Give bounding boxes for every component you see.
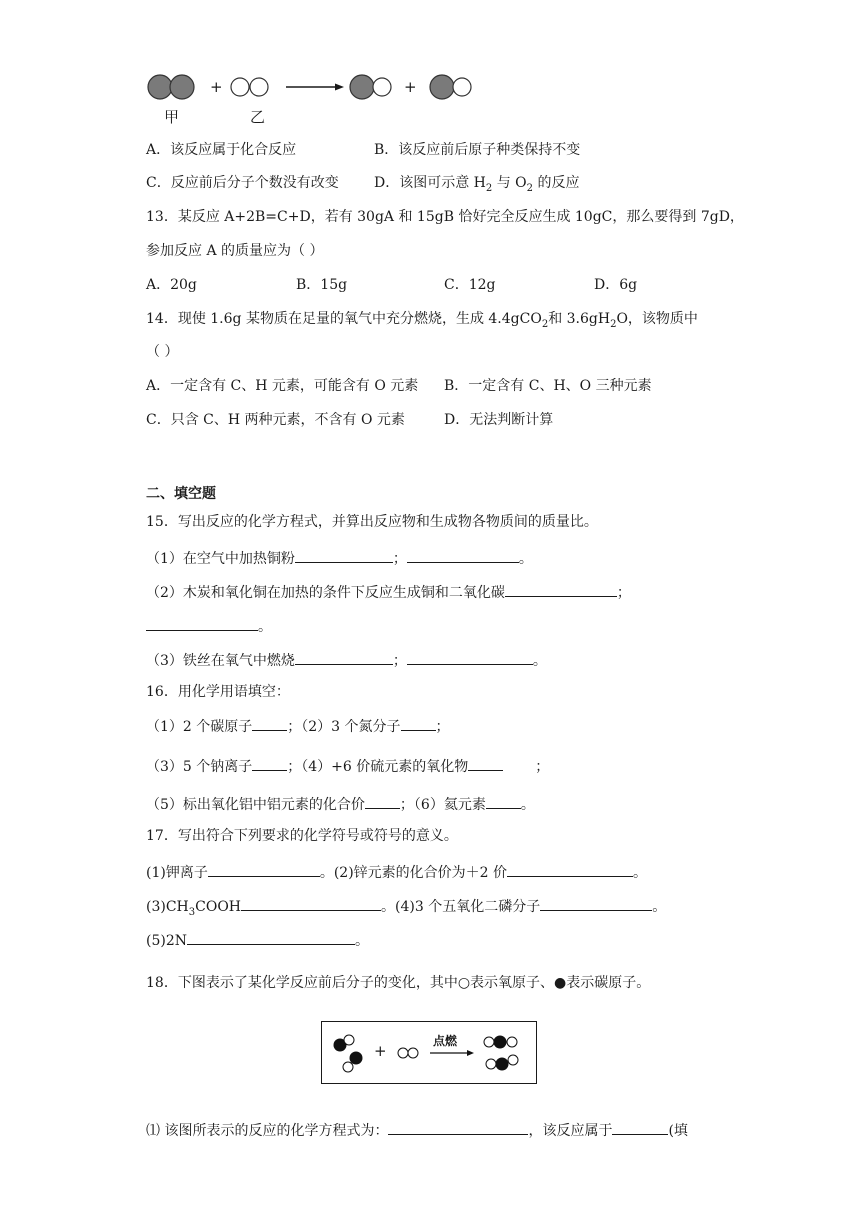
- q18-sub1-text-1: ⑴ 该图所表示的反应的化学方程式为：: [146, 1123, 389, 1139]
- q17-p3-text-1: (3)CH: [146, 899, 189, 915]
- q18-sub-question-1: [146, 1120, 688, 1141]
- q13-option-d: D．6g: [594, 277, 638, 293]
- q13-option-c: C．12g: [444, 277, 496, 293]
- q15-period: 。: [258, 619, 272, 635]
- q15-part-3: [146, 650, 547, 671]
- q13-stem-line-1: 13．某反应 A+2B=C+D，若有 30gA 和 15gB 恰好完全反应生成 10gC，那么要得到 7gD，: [146, 209, 744, 225]
- q17-p3-sub: 3: [188, 906, 196, 918]
- carbon-atom: [496, 1058, 509, 1071]
- answer-blank[interactable]: [241, 896, 381, 911]
- answer-blank[interactable]: [407, 548, 519, 563]
- q16-p5-text: （5）标出氧化铝中铝元素的化合价: [146, 797, 365, 813]
- molecule-diagram-svg: [140, 68, 480, 128]
- q16-p2-text: ；（2）3 个氮分子: [287, 719, 401, 735]
- answer-blank[interactable]: [486, 794, 521, 809]
- q15-stem: 15．写出反应的化学方程式，并算出反应物和生成物各物质间的质量比。: [146, 514, 598, 530]
- yi-atom-1: [231, 78, 249, 96]
- oxygen-atom: [398, 1048, 408, 1058]
- oxygen-atom: [343, 1062, 353, 1072]
- q16-period: 。: [520, 797, 535, 813]
- answer-blank[interactable]: [252, 716, 287, 731]
- plus-sign-1: +: [210, 78, 223, 96]
- q14-sub-1: 2: [541, 318, 549, 330]
- q17-row-2: [146, 896, 666, 923]
- oxygen-atom: [507, 1037, 517, 1047]
- q16-semi: ；: [535, 759, 550, 775]
- q12-option-c: C．反应前后分子个数没有改变: [146, 175, 339, 191]
- q15-part-2-continued: [146, 616, 272, 637]
- yi-atom-2: [250, 78, 268, 96]
- q16-row-1: [146, 716, 450, 737]
- q16-row-2: [146, 756, 549, 777]
- q15-p3-text: （3）铁丝在氧气中燃烧: [146, 653, 295, 669]
- answer-blank[interactable]: [146, 616, 258, 631]
- q14-option-b: B．一定含有 C、H、O 三种元素: [444, 378, 652, 394]
- q12-option-b: B．该反应前后原子种类保持不变: [374, 142, 581, 158]
- q18-molecule-svg: [322, 1022, 535, 1082]
- q15-period: 。: [532, 653, 547, 669]
- q13-stem-line-2: 参加反应 A 的质量应为（ ）: [146, 243, 324, 259]
- q15-part-1: [146, 548, 533, 569]
- q15-p1-text: （1）在空气中加热铜粉: [146, 551, 295, 567]
- answer-blank[interactable]: [468, 756, 503, 771]
- q16-p1-text: （1）2 个碳原子: [146, 719, 253, 735]
- plus-sign-2: +: [404, 78, 417, 96]
- answer-blank[interactable]: [208, 862, 320, 877]
- q16-stem: 16．用化学用语填空：: [146, 684, 290, 700]
- q17-p2-text: 。(2)锌元素的化合价为＋2 价: [319, 865, 508, 881]
- answer-blank[interactable]: [388, 1120, 528, 1135]
- q18-sub1-text-2: ，该反应属于: [528, 1123, 613, 1139]
- carbon-atom: [494, 1036, 507, 1049]
- product1-grey-atom: [350, 75, 374, 99]
- q15-p2-text: （2）木炭和氧化铜在加热的条件下反应生成铜和二氧化碳: [146, 585, 505, 601]
- q17-p1-text: (1)钾离子: [146, 865, 208, 881]
- label-yi: 乙: [250, 108, 266, 126]
- q17-p5-text: (5)2N: [146, 933, 187, 949]
- answer-blank[interactable]: [540, 896, 652, 911]
- reaction-arrow-head: [335, 84, 344, 91]
- q12-d-text-1: D．该图可示意 H: [374, 175, 486, 191]
- q18-arrow-head: [467, 1050, 474, 1056]
- q16-p6-text: ；（6）氦元素: [399, 797, 486, 813]
- q15-semi: ；: [616, 585, 631, 601]
- answer-blank[interactable]: [295, 650, 393, 665]
- answer-blank[interactable]: [295, 548, 393, 563]
- q14-text-2: 和 3.6gH: [548, 311, 611, 327]
- q14-option-c: C．只含 C、H 两种元素，不含有 O 元素: [146, 412, 405, 428]
- q17-period: 。: [652, 899, 667, 915]
- q17-stem: 17．写出符合下列要求的化学符号或符号的意义。: [146, 828, 458, 844]
- answer-blank[interactable]: [407, 650, 533, 665]
- top-reaction-diagram: [140, 68, 480, 128]
- oxygen-atom: [486, 1059, 496, 1069]
- q18-reaction-figure: [321, 1021, 537, 1084]
- carbon-atom: [350, 1052, 363, 1065]
- q18-arrow-label: 点燃: [433, 1034, 458, 1048]
- product2-grey-atom: [430, 75, 454, 99]
- q16-p3-text: （3）5 个钠离子: [146, 759, 253, 775]
- q18-sub1-text-3: (填: [668, 1123, 688, 1139]
- jia-atom-1: [148, 75, 172, 99]
- q16-p4-text: ；（4）+6 价硫元素的氧化物: [287, 759, 469, 775]
- answer-blank[interactable]: [365, 794, 400, 809]
- q17-period: 。: [355, 933, 369, 949]
- q18-stem: 18．下图表示了某化学反应前后分子的变化，其中○表示氧原子、●表示碳原子。: [146, 975, 651, 991]
- answer-blank[interactable]: [252, 756, 287, 771]
- q16-semi: ；: [435, 719, 450, 735]
- q15-semi: ；: [392, 653, 407, 669]
- q14-text-3: O，该物质中: [616, 311, 698, 327]
- oxygen-atom: [408, 1048, 418, 1058]
- q13-option-b: B．15g: [296, 277, 348, 293]
- q17-p3-text-2: COOH: [195, 899, 242, 915]
- q14-option-d: D．无法判断计算: [444, 412, 554, 428]
- q13-option-a: A．20g: [146, 277, 197, 293]
- q17-row-1: [146, 862, 647, 883]
- q17-row-3: [146, 930, 369, 951]
- product1-white-atom: [373, 78, 391, 96]
- q15-semi: ；: [392, 551, 407, 567]
- q17-p4-text: 。(4)3 个五氧化二磷分子: [381, 899, 541, 915]
- product2-white-atom: [453, 78, 471, 96]
- q12-d-text-3: 的反应: [533, 175, 580, 191]
- oxygen-atom: [344, 1035, 354, 1045]
- q16-row-3: [146, 794, 535, 815]
- answer-blank[interactable]: [401, 716, 436, 731]
- q15-part-2: [146, 582, 631, 603]
- q14-option-a: A．一定含有 C、H 元素，可能含有 O 元素: [146, 378, 419, 394]
- jia-atom-2: [170, 75, 194, 99]
- q14-text-1: 14．现使 1.6g 某物质在足量的氧气中充分燃烧，生成 4.4gCO: [146, 311, 542, 327]
- q14-stem-line-1: [146, 309, 698, 335]
- q12-option-a: A．该反应属于化合反应: [146, 142, 297, 158]
- answer-blank[interactable]: [612, 1120, 668, 1135]
- q15-period: 。: [518, 551, 533, 567]
- q12-option-d: [374, 173, 579, 199]
- q12-d-sub-2: 2: [526, 182, 534, 194]
- oxygen-atom: [484, 1037, 494, 1047]
- section-title-fill-in: 二、填空题: [146, 486, 216, 502]
- answer-blank[interactable]: [187, 930, 355, 945]
- q18-plus-sign: +: [374, 1042, 387, 1060]
- q14-stem-line-2: （ ）: [146, 344, 179, 360]
- oxygen-atom: [508, 1055, 518, 1065]
- q14-sub-2: 2: [610, 318, 617, 330]
- q12-d-text-2: 与 O: [492, 175, 527, 191]
- q12-d-sub-1: 2: [485, 182, 493, 194]
- answer-blank[interactable]: [505, 582, 617, 597]
- label-jia: 甲: [164, 108, 180, 126]
- q17-period: 。: [633, 865, 648, 881]
- answer-blank[interactable]: [507, 862, 633, 877]
